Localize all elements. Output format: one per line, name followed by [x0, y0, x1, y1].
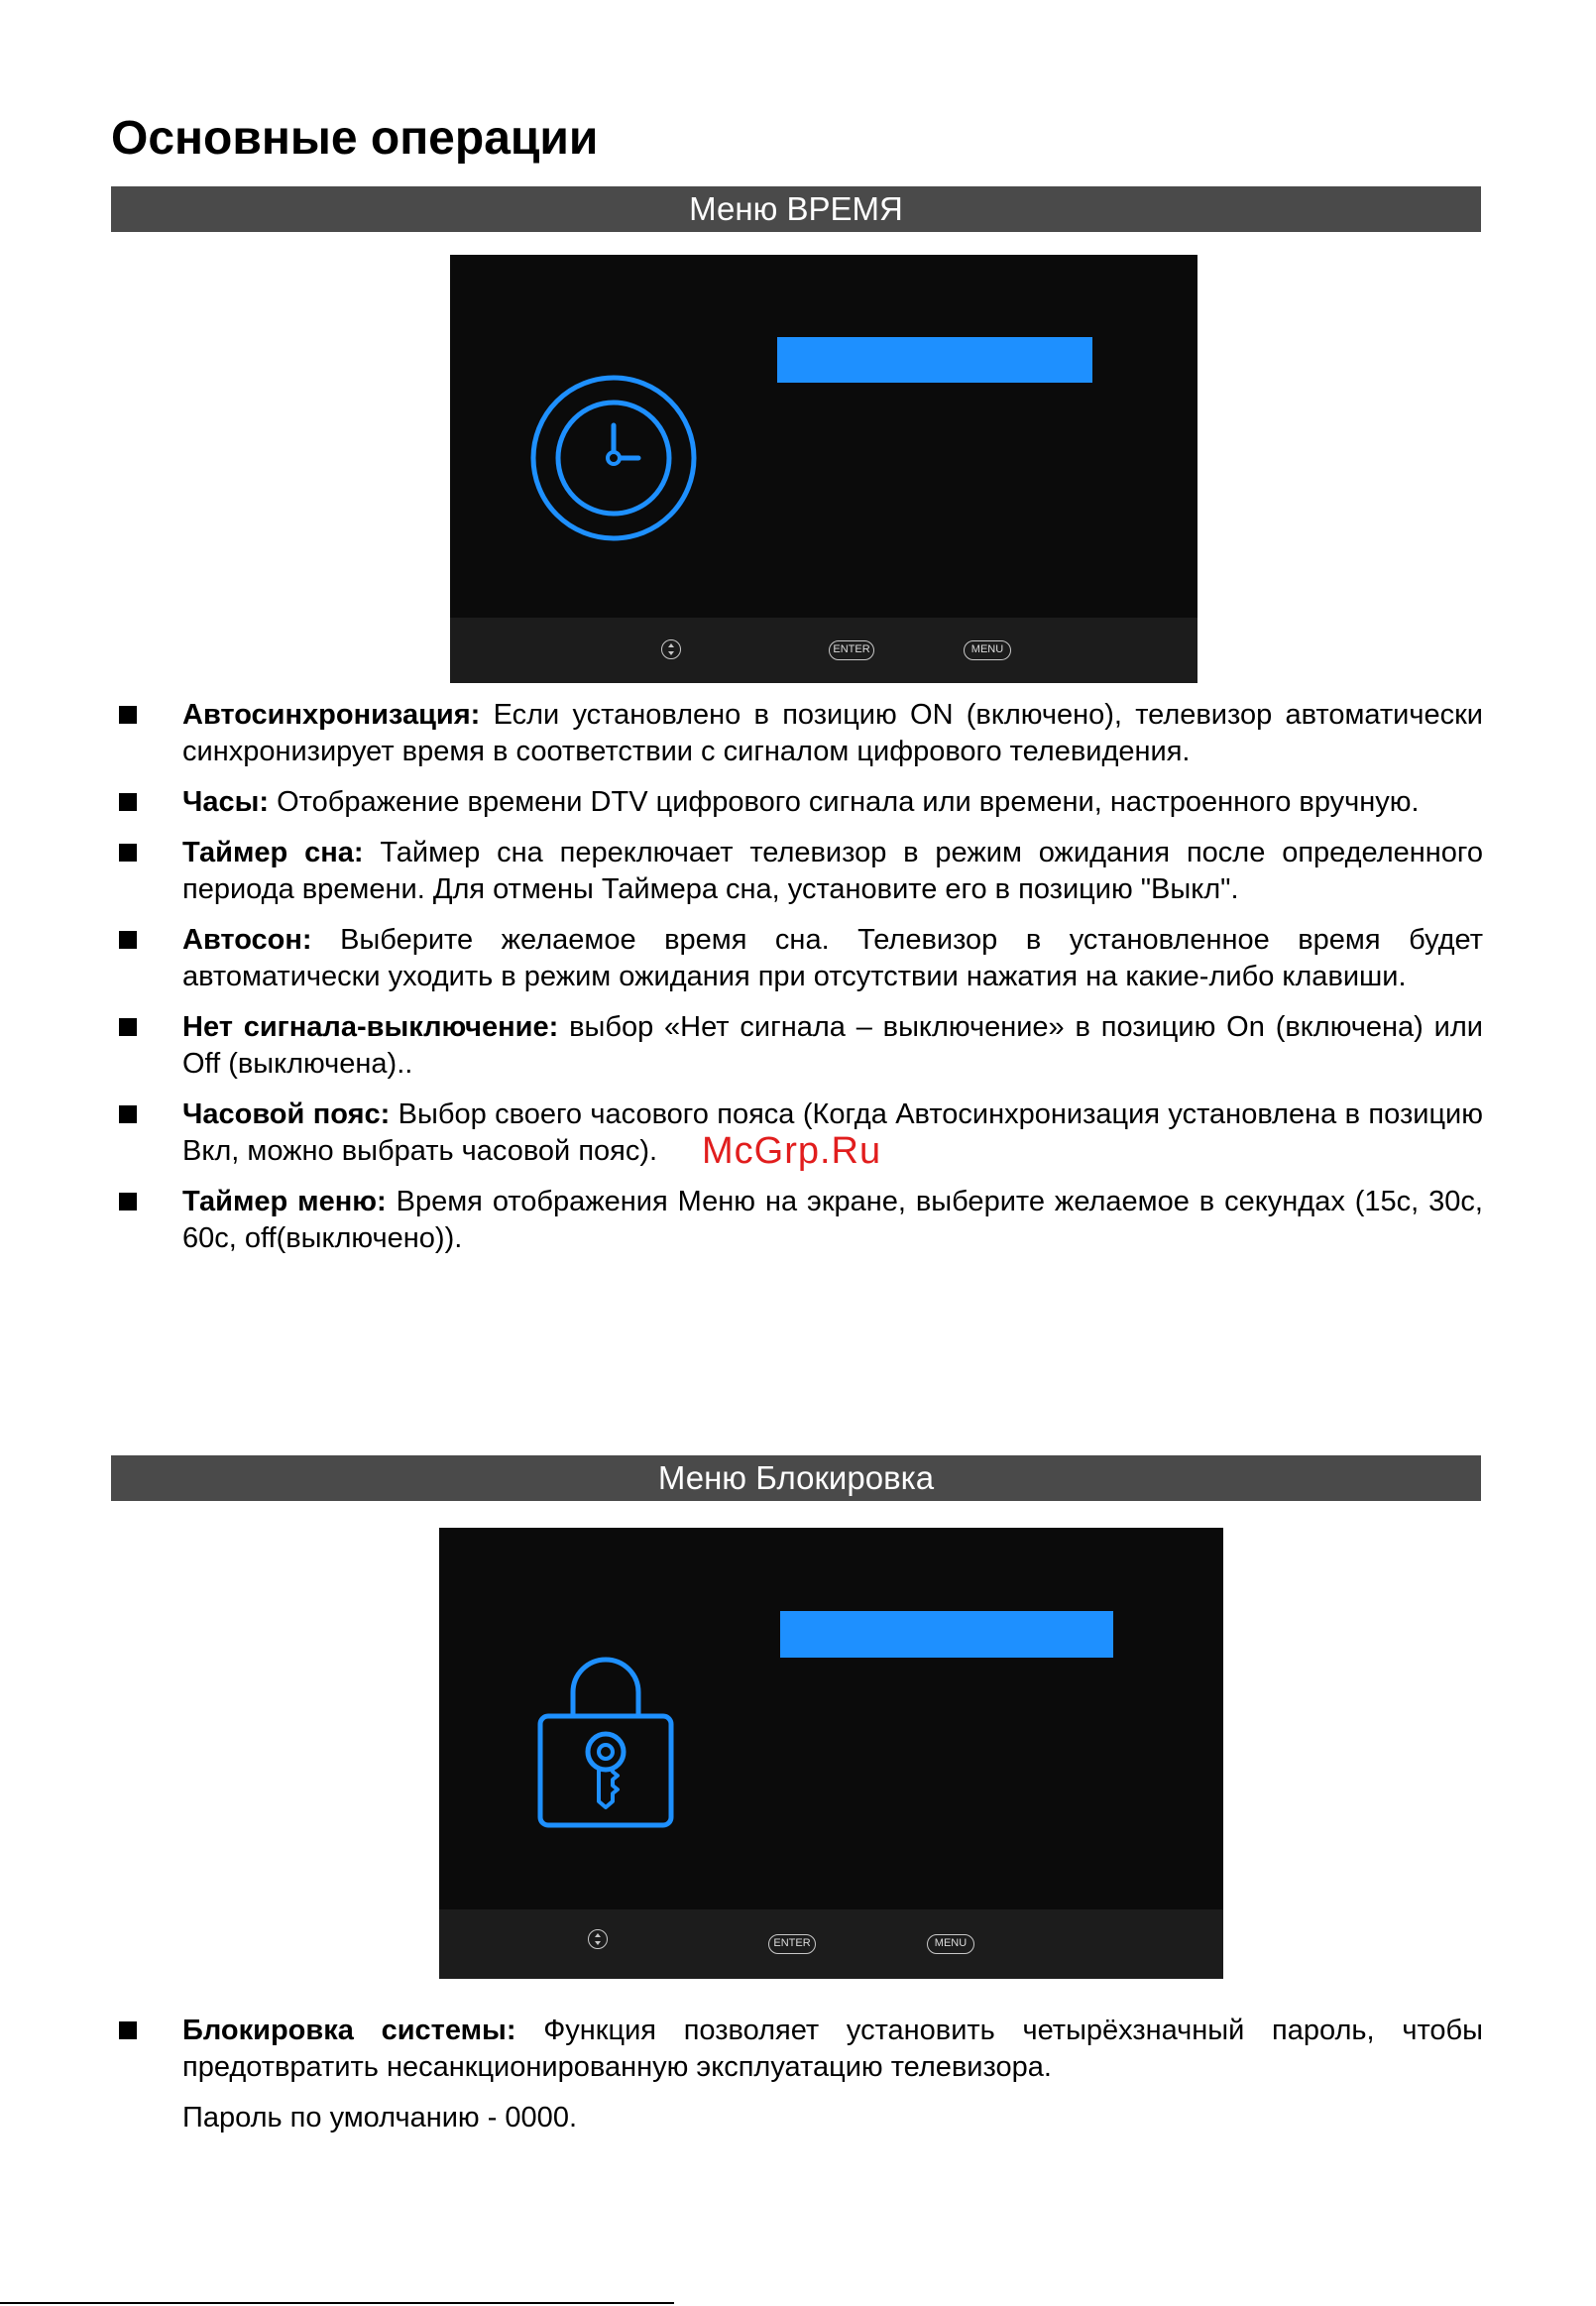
time-menu-screenshot	[450, 255, 1197, 683]
section-header-lock: Меню Блокировка	[111, 1455, 1481, 1501]
list-item: Таймер сна: Таймер сна переключает телевизор в режим ожидания после определенного периода времени. Для отмены Таймера сна, установите его в позицию "Выкл".	[111, 835, 1483, 908]
bullet-square-icon	[119, 931, 137, 949]
menu-key-icon: MENU	[964, 640, 1011, 660]
bullet-square-icon	[119, 1193, 137, 1211]
clock-icon	[529, 374, 698, 542]
enter-key-icon: ENTER	[768, 1934, 816, 1954]
bullet-square-icon	[119, 2021, 137, 2039]
enter-key-icon: ENTER	[829, 640, 874, 660]
screen-footer	[439, 1909, 1223, 1979]
page-title: Основные операции	[111, 112, 599, 165]
list-item: Часовой пояс: Выбор своего часового пояса (Когда Автосинхронизация установлена в позицию Вкл, можно выбрать часовой пояс).	[111, 1096, 1483, 1170]
bullet-square-icon	[119, 706, 137, 724]
list-item: Таймер меню: Время отображения Меню на экране, выберите желаемое в секундах (15с, 30с, 60с, off(выключено)).	[111, 1184, 1483, 1257]
menu-key-icon: MENU	[927, 1934, 974, 1954]
list-item: Нет сигнала-выключение: выбор «Нет сигнала – выключение» в позицию On (включена) или Off (выключена)..	[111, 1009, 1483, 1083]
list-item: Блокировка системы: Функция позволяет установить четырёхзначный пароль, чтобы предотвратить несанкционированную эксплуатацию телевизора.	[111, 2013, 1483, 2086]
screen-footer	[450, 618, 1197, 683]
menu-highlight-bar	[777, 337, 1092, 383]
menu-highlight-bar	[780, 1611, 1113, 1658]
section-header-time: Меню ВРЕМЯ	[111, 186, 1481, 232]
bullet-square-icon	[119, 1018, 137, 1036]
list-item: Часы: Отображение времени DTV цифрового сигнала или времени, настроенного вручную.	[111, 784, 1483, 821]
time-menu-descriptions	[111, 697, 1483, 1271]
move-icon	[661, 639, 681, 659]
page-footer-rule	[0, 2302, 674, 2304]
move-icon	[588, 1929, 608, 1949]
lock-menu-descriptions	[111, 2013, 1483, 2100]
list-item: Автосинхронизация: Если установлено в позицию ON (включено), телевизор автоматически синхронизирует время в соответствии с сигналом цифрового телевидения.	[111, 697, 1483, 770]
bullet-square-icon	[119, 1105, 137, 1123]
list-item: Автосон: Выберите желаемое время сна. Телевизор в установленное время будет автоматически уходить в режим ожидания при отсутствии нажатия на какие-либо клавиши.	[111, 922, 1483, 995]
watermark: McGrp.Ru	[702, 1130, 882, 1172]
bullet-square-icon	[119, 844, 137, 862]
lock-menu-screenshot	[439, 1528, 1223, 1979]
default-password-note: Пароль по умолчанию - 0000.	[182, 2102, 577, 2133]
bullet-square-icon	[119, 793, 137, 811]
lock-key-icon	[536, 1653, 675, 1831]
